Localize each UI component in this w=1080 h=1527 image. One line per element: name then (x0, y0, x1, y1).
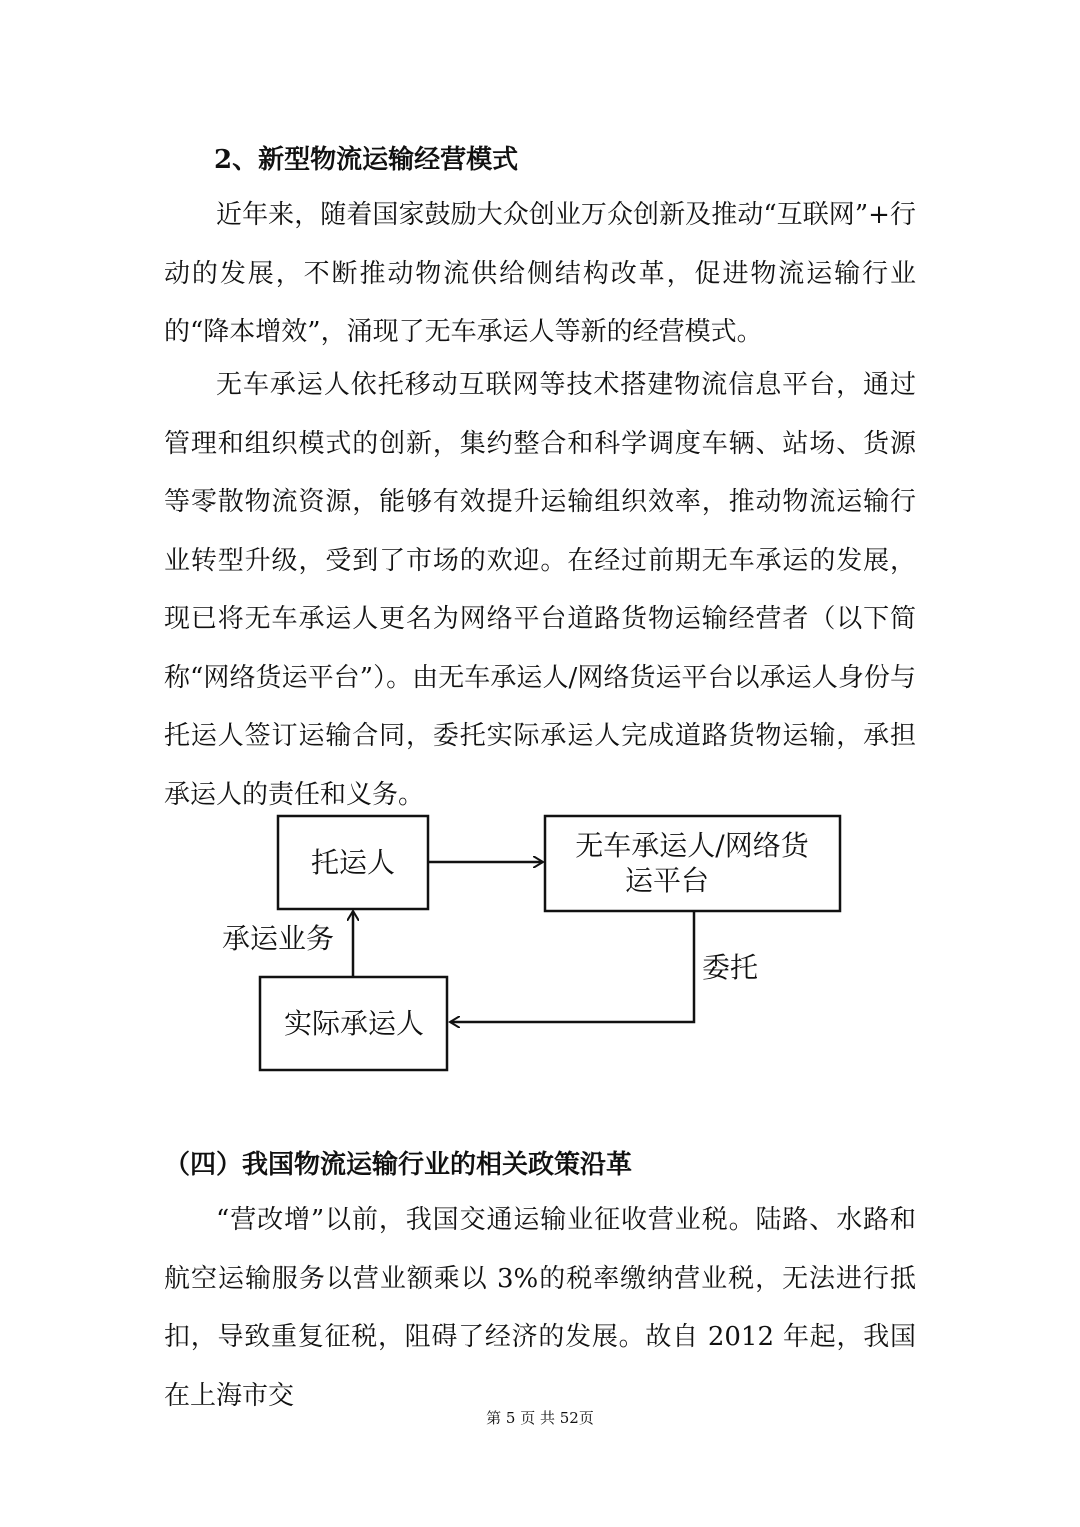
paragraph-tax-history: “营改增”以前，我国交通运输业征收营业税。陆路、水路和航空运输服务以营业额乘以 3%的税率缴纳营业税，无法进行抵扣，导致重复征税，阻碍了经济的发展。故自 2012 年起，我国在上海市交 (164, 1205, 916, 1411)
section-heading: 2、新型物流运输经营模式 (214, 145, 519, 175)
platform-label-line1: 无车承运人/网络货 (575, 829, 809, 862)
paragraph-no-vehicle-carrier: 无车承运人依托移动互联网等技术搭建物流信息平台，通过管理和组织模式的创新，集约整合和科学调度车辆、站场、货源等零散物流资源，能够有效提升运输组织效率，推动物流运输行业转型升级，受到了市场的欢迎。在经过前期无车承运的发展，现已将无车承运人更名为网络平台道路货物运输经营者（以下简称“网络货运平台”）。由无车承运人/网络货运平台以承运人身份与托运人签订运输合同，委托实际承运人完成道路货物运输，承担承运人的责任和义务。 (164, 370, 916, 810)
shipper-label: 托运人 (310, 846, 396, 879)
subsection-heading: （四）我国物流运输行业的相关政策沿革 (164, 1150, 633, 1180)
actual-carrier-label: 实际承运人 (283, 1007, 425, 1040)
paragraph-intro: 近年来，随着国家鼓励大众创业万众创新及推动“互联网”+行动的发展，不断推动物流供给侧结构改革，促进物流运输行业的“降本增效”，涌现了无车承运人等新的经营模式。 (164, 200, 916, 347)
arrow-platform-to-carrier (450, 911, 694, 1022)
page-footer: 第 5 页 共 52页 (486, 1409, 594, 1427)
platform-label-line2: 运平台 (624, 864, 710, 897)
label-entrust: 委托 (702, 951, 759, 984)
label-carrier-business: 承运业务 (222, 922, 335, 955)
